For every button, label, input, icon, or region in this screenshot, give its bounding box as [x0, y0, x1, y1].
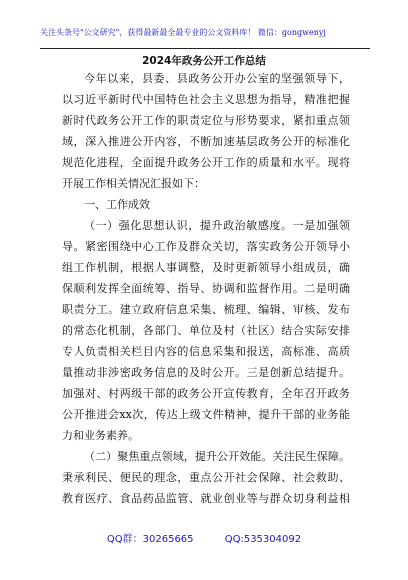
paragraph-line: 秉承利民、便民的理念，重点公开社会保障、社会救助、 [62, 471, 350, 484]
paragraph-line: 专人负责相关栏目内容的信息采集和报送，高标准、高质 [62, 345, 350, 358]
contact-footer [0, 534, 408, 546]
paragraph-line: 职责分工。建立政府信息采集、梳理、编辑、审核、发布 [62, 303, 350, 316]
paragraph-line: 开展工作相关情况汇报如下： [62, 177, 205, 190]
paragraph-line: 组工作机制，根据人事调整，及时更新领导小组成员，确 [62, 261, 350, 274]
paragraph-line: （一）强化思想认识，提升政治敏感度。一是加强领 [84, 219, 350, 232]
paragraph-line: 保顺利发挥全面统筹、指导、协调和监督作用。二是明确 [62, 282, 350, 295]
paragraph-line: 力和业务素养。 [62, 429, 139, 442]
header-divider [40, 48, 370, 49]
qq-number: QQ:535304092 [224, 534, 302, 545]
paragraph-line: 域，深入推进公开内容，不断加速基层政务公开的标准化 [62, 135, 350, 148]
document-body [62, 68, 350, 509]
paragraph-line: 加强对、村两级干部的政务公开宣传教育，全年召开政务 [62, 387, 350, 400]
paragraph-line: 规范化进程，全面提升政务公开工作的质量和水平。现将 [62, 156, 350, 169]
promo-banner: 关注头条号"公文研究"，获得最新最全最专业的公文资料库！ 微信：gongwenyj [40, 28, 326, 37]
section-heading: 一、工作成效 [84, 198, 150, 211]
paragraph-line: （二）聚焦重点领域，提升公开效能。关注民生保障。 [84, 450, 350, 463]
document-title: 2024年政务公开工作总结 [142, 55, 266, 67]
paragraph-line: 公开推进会xx次，传达上级文件精神，提升干部的业务能 [62, 408, 350, 421]
qq-group-number: QQ群：30265665 [106, 534, 194, 545]
paragraph-line: 今年以来，县委、县政务公开办公室的坚强领导下， [84, 72, 350, 85]
paragraph-line: 教育医疗、食品药品监管、就业创业等与群众切身利益相 [62, 492, 350, 505]
paragraph-line: 的常态化机制，各部门、单位及村（社区）结合实际安排 [62, 324, 350, 337]
paragraph-line: 新时代政务公开工作的职责定位与形势要求，紧扣重点领 [62, 114, 350, 127]
paragraph-line: 量推动非涉密政务信息的及时公开。三是创新总结提升。 [62, 366, 350, 379]
paragraph-line: 导。紧密围绕中心工作及群众关切，落实政务公开领导小 [62, 240, 350, 253]
paragraph-line: 以习近平新时代中国特色社会主义思想为指导，精准把握 [62, 93, 350, 106]
